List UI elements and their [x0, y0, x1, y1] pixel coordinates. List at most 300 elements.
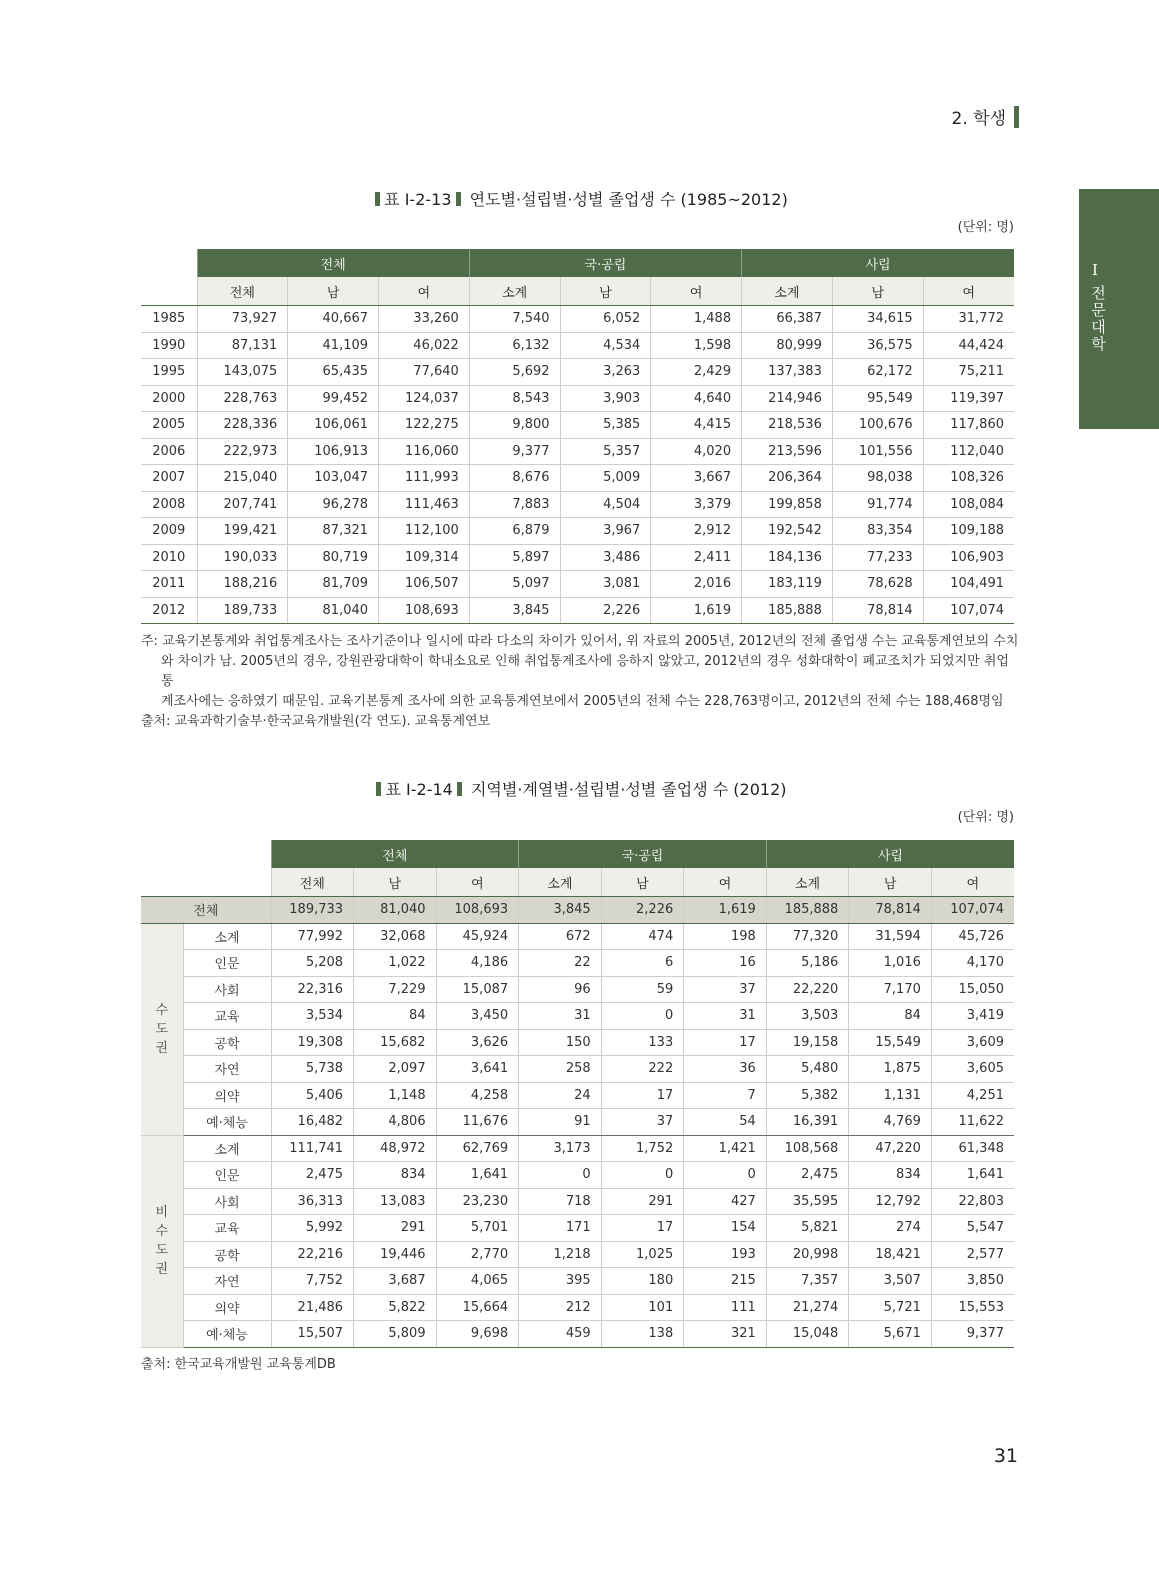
section-bar — [1014, 106, 1019, 128]
table-row — [141, 1109, 1014, 1136]
table-cell: 22 — [519, 950, 602, 977]
table-cell: 1,025 — [601, 1241, 684, 1268]
table-cell: 46,022 — [379, 332, 470, 359]
table-cell: 212 — [519, 1294, 602, 1321]
table-cell: 222 — [601, 1056, 684, 1083]
header-blank — [141, 277, 197, 306]
table-cell: 75,211 — [923, 359, 1014, 386]
table-cell: 36,313 — [271, 1188, 354, 1215]
table-cell: 108,693 — [379, 597, 470, 624]
table-cell: 13,083 — [354, 1188, 437, 1215]
table-cell: 8,676 — [469, 465, 560, 492]
table-cell: 96 — [519, 976, 602, 1003]
table-cell: 34,615 — [832, 306, 923, 333]
table-cell: 5,406 — [271, 1082, 354, 1109]
table-cell: 78,628 — [832, 571, 923, 598]
table-cell: 133 — [601, 1029, 684, 1056]
table-cell: 834 — [354, 1162, 437, 1189]
table-row — [141, 1294, 1014, 1321]
table-cell: 11,622 — [931, 1109, 1014, 1136]
table-row — [141, 465, 1014, 492]
table-cell: 9,800 — [469, 412, 560, 439]
table-cell: 5,822 — [354, 1294, 437, 1321]
chapter-side-tab — [1079, 189, 1159, 429]
table-cell: 395 — [519, 1268, 602, 1295]
table-cell: 3,263 — [560, 359, 651, 386]
table-cell: 3,641 — [436, 1056, 519, 1083]
table2-caption-number: Ⅰ-2-14 — [406, 780, 453, 799]
table-cell: 1,619 — [684, 897, 767, 924]
table-cell: 81,709 — [288, 571, 379, 598]
table-row — [141, 1082, 1014, 1109]
table-cell: 104,491 — [923, 571, 1014, 598]
table-row — [141, 1029, 1014, 1056]
table-cell: 0 — [684, 1162, 767, 1189]
table-cell: 11,676 — [436, 1109, 519, 1136]
table-cell: 3,379 — [651, 491, 742, 518]
table-cell: 59 — [601, 976, 684, 1003]
table-cell: 7,752 — [271, 1268, 354, 1295]
table-cell: 112,100 — [379, 518, 470, 545]
table-cell: 274 — [849, 1215, 932, 1242]
table2-unit: (단위: 명) — [957, 810, 1014, 825]
table-row — [141, 1162, 1014, 1189]
table-cell: 62,769 — [436, 1135, 519, 1162]
table-cell: 192,542 — [742, 518, 833, 545]
table-row — [141, 976, 1014, 1003]
table-cell: 2,226 — [560, 597, 651, 624]
table-cell: 5,701 — [436, 1215, 519, 1242]
column-header: 소계 — [742, 277, 833, 306]
table-cell: 7,883 — [469, 491, 560, 518]
table-cell: 2,429 — [651, 359, 742, 386]
note-line: 주: 교육기본통계와 취업통계조사는 조사기준이나 일시에 따라 다소의 차이가 있어서, 위 자료의 2005년, 2012년의 전체 졸업생 수는 교육통계연보의 수치 — [141, 634, 1019, 649]
table-cell: 215 — [684, 1268, 767, 1295]
table-cell: 3,626 — [436, 1029, 519, 1056]
table-cell: 22,316 — [271, 976, 354, 1003]
table-cell: 180 — [601, 1268, 684, 1295]
category-cell: 사회 — [183, 976, 271, 1003]
table-cell: 108,084 — [923, 491, 1014, 518]
table-cell: 101 — [601, 1294, 684, 1321]
table-cell: 117,860 — [923, 412, 1014, 439]
table-cell: 1,421 — [684, 1135, 767, 1162]
table-cell: 5,671 — [849, 1321, 932, 1348]
table-cell: 45,924 — [436, 923, 519, 950]
column-header: 소계 — [469, 277, 560, 306]
table-cell: 7,540 — [469, 306, 560, 333]
table-cell: 5,480 — [766, 1056, 849, 1083]
table-cell: 834 — [849, 1162, 932, 1189]
table-cell: 37 — [684, 976, 767, 1003]
table-cell: 3,503 — [766, 1003, 849, 1030]
chapter-label: 전문대학 — [1089, 285, 1107, 353]
table-cell: 4,640 — [651, 385, 742, 412]
region-label: 수도권 — [155, 1002, 169, 1056]
table-cell: 77,992 — [271, 923, 354, 950]
table-cell: 3,667 — [651, 465, 742, 492]
table-cell: 77,320 — [766, 923, 849, 950]
table-cell: 112,040 — [923, 438, 1014, 465]
table-cell: 48,972 — [354, 1135, 437, 1162]
table-cell: 3,419 — [931, 1003, 1014, 1030]
table-cell: 6,052 — [560, 306, 651, 333]
table-cell: 5,385 — [560, 412, 651, 439]
table-cell: 7 — [684, 1082, 767, 1109]
table-row — [141, 1321, 1014, 1348]
table-cell: 98,038 — [832, 465, 923, 492]
table-cell: 77,640 — [379, 359, 470, 386]
section-title: 2. 학생 — [951, 109, 1006, 129]
table-cell: 36,575 — [832, 332, 923, 359]
region-label: 비수도권 — [155, 1205, 169, 1277]
table-cell: 81,040 — [354, 897, 437, 924]
table-cell: 3,903 — [560, 385, 651, 412]
table2-caption-prefix: 표 — [385, 780, 401, 799]
table-cell: 4,504 — [560, 491, 651, 518]
table-cell: 206,364 — [742, 465, 833, 492]
table-cell: 77,233 — [832, 544, 923, 571]
table-cell: 9,377 — [931, 1321, 1014, 1348]
chapter-roman-numeral: I — [1092, 261, 1098, 279]
column-header: 남 — [288, 277, 379, 306]
table-cell: 5,821 — [766, 1215, 849, 1242]
table-cell: 4,186 — [436, 950, 519, 977]
table-cell: 31,772 — [923, 306, 1014, 333]
table-cell: 99,452 — [288, 385, 379, 412]
table-cell: 87,321 — [288, 518, 379, 545]
table-cell: 103,047 — [288, 465, 379, 492]
table-cell: 198 — [684, 923, 767, 950]
table-cell: 109,314 — [379, 544, 470, 571]
group-header: 사립 — [742, 249, 1014, 277]
table-cell: 108,568 — [766, 1135, 849, 1162]
table-cell: 218,536 — [742, 412, 833, 439]
table-cell: 2,226 — [601, 897, 684, 924]
table-cell: 3,687 — [354, 1268, 437, 1295]
table-cell: 91,774 — [832, 491, 923, 518]
table-cell: 124,037 — [379, 385, 470, 412]
table-cell: 7,170 — [849, 976, 932, 1003]
table-cell: 258 — [519, 1056, 602, 1083]
table-cell: 23,230 — [436, 1188, 519, 1215]
table-cell: 4,065 — [436, 1268, 519, 1295]
column-header: 소계 — [519, 868, 602, 897]
table-cell: 19,158 — [766, 1029, 849, 1056]
table-cell: 183,119 — [742, 571, 833, 598]
table1-caption-prefix: 표 — [384, 190, 400, 209]
table-cell: 47,220 — [849, 1135, 932, 1162]
table-cell: 459 — [519, 1321, 602, 1348]
table-cell: 4,415 — [651, 412, 742, 439]
table-row — [141, 518, 1014, 545]
table-cell: 36 — [684, 1056, 767, 1083]
table-cell: 171 — [519, 1215, 602, 1242]
table-cell: 213,596 — [742, 438, 833, 465]
table-cell: 5,208 — [271, 950, 354, 977]
table-cell: 111,993 — [379, 465, 470, 492]
year-cell: 1985 — [141, 306, 197, 333]
column-header: 전체 — [271, 868, 354, 897]
region-cell — [141, 1135, 183, 1347]
table-cell: 4,258 — [436, 1082, 519, 1109]
table-cell: 116,060 — [379, 438, 470, 465]
table-row — [141, 306, 1014, 333]
table-cell: 222,973 — [197, 438, 288, 465]
caption-marker — [456, 192, 461, 206]
table-cell: 4,806 — [354, 1109, 437, 1136]
category-cell: 예·체능 — [183, 1109, 271, 1136]
table2-source: 출처: 한국교육개발원 교육통계DB — [141, 1357, 336, 1372]
column-header: 남 — [832, 277, 923, 306]
table-cell: 54 — [684, 1109, 767, 1136]
table-cell: 3,967 — [560, 518, 651, 545]
table-cell: 33,260 — [379, 306, 470, 333]
table-cell: 2,475 — [766, 1162, 849, 1189]
table-cell: 107,074 — [923, 597, 1014, 624]
table-cell: 6 — [601, 950, 684, 977]
table-cell: 31 — [519, 1003, 602, 1030]
table-cell: 5,992 — [271, 1215, 354, 1242]
column-header: 소계 — [766, 868, 849, 897]
column-header: 여 — [684, 868, 767, 897]
table-cell: 1,148 — [354, 1082, 437, 1109]
table-cell: 3,605 — [931, 1056, 1014, 1083]
table-cell: 15,682 — [354, 1029, 437, 1056]
table-cell: 100,676 — [832, 412, 923, 439]
caption-marker — [457, 782, 462, 796]
table-cell: 111,741 — [271, 1135, 354, 1162]
table-cell: 19,308 — [271, 1029, 354, 1056]
category-cell: 사회 — [183, 1188, 271, 1215]
table-cell: 228,336 — [197, 412, 288, 439]
table-cell: 83,354 — [832, 518, 923, 545]
table-cell: 41,109 — [288, 332, 379, 359]
table-cell: 3,507 — [849, 1268, 932, 1295]
table-cell: 3,845 — [469, 597, 560, 624]
table-cell: 1,131 — [849, 1082, 932, 1109]
table-cell: 5,721 — [849, 1294, 932, 1321]
column-header: 여 — [436, 868, 519, 897]
table-cell: 193 — [684, 1241, 767, 1268]
table-cell: 22,216 — [271, 1241, 354, 1268]
table-cell: 190,033 — [197, 544, 288, 571]
table-row — [141, 923, 1014, 950]
table-cell: 15,664 — [436, 1294, 519, 1321]
table-cell: 7,229 — [354, 976, 437, 1003]
table1-caption-number: Ⅰ-2-13 — [404, 190, 452, 209]
column-header: 여 — [651, 277, 742, 306]
table-cell: 4,170 — [931, 950, 1014, 977]
table-cell: 2,912 — [651, 518, 742, 545]
table2 — [141, 840, 1014, 1348]
table-cell: 84 — [849, 1003, 932, 1030]
category-cell: 자연 — [183, 1056, 271, 1083]
table-cell: 20,998 — [766, 1241, 849, 1268]
table-cell: 2,097 — [354, 1056, 437, 1083]
table-cell: 188,216 — [197, 571, 288, 598]
table-cell: 291 — [354, 1215, 437, 1242]
table-cell: 21,486 — [271, 1294, 354, 1321]
table-cell: 1,488 — [651, 306, 742, 333]
year-cell: 2009 — [141, 518, 197, 545]
table-cell: 3,486 — [560, 544, 651, 571]
table-cell: 4,020 — [651, 438, 742, 465]
table-cell: 5,097 — [469, 571, 560, 598]
table-cell: 16,391 — [766, 1109, 849, 1136]
table-cell: 1,641 — [931, 1162, 1014, 1189]
table-cell: 18,421 — [849, 1241, 932, 1268]
table-cell: 106,903 — [923, 544, 1014, 571]
group-header: 전체 — [271, 840, 519, 868]
table-cell: 62,172 — [832, 359, 923, 386]
table-cell: 5,357 — [560, 438, 651, 465]
table-cell: 3,450 — [436, 1003, 519, 1030]
table-cell: 3,850 — [931, 1268, 1014, 1295]
table-cell: 111,463 — [379, 491, 470, 518]
group-header: 사립 — [766, 840, 1014, 868]
header-blank — [141, 249, 197, 277]
table-cell: 207,741 — [197, 491, 288, 518]
table-cell: 189,733 — [197, 597, 288, 624]
group-header: 국·공립 — [519, 840, 767, 868]
table-cell: 73,927 — [197, 306, 288, 333]
table-cell: 5,547 — [931, 1215, 1014, 1242]
category-cell: 자연 — [183, 1268, 271, 1295]
table-cell: 185,888 — [766, 897, 849, 924]
table-cell: 185,888 — [742, 597, 833, 624]
table-cell: 16,482 — [271, 1109, 354, 1136]
table1-unit: (단위: 명) — [957, 220, 1014, 235]
table-cell: 214,946 — [742, 385, 833, 412]
table-cell: 321 — [684, 1321, 767, 1348]
category-cell: 소계 — [183, 923, 271, 950]
table-cell: 80,999 — [742, 332, 833, 359]
table-cell: 80,719 — [288, 544, 379, 571]
category-cell: 공학 — [183, 1241, 271, 1268]
table-cell: 1,752 — [601, 1135, 684, 1162]
table-cell: 5,897 — [469, 544, 560, 571]
table-cell: 2,770 — [436, 1241, 519, 1268]
table-cell: 111 — [684, 1294, 767, 1321]
table-cell: 2,577 — [931, 1241, 1014, 1268]
table-cell: 1,016 — [849, 950, 932, 977]
table-cell: 138 — [601, 1321, 684, 1348]
table-cell: 228,763 — [197, 385, 288, 412]
table-cell: 189,733 — [271, 897, 354, 924]
column-header: 남 — [354, 868, 437, 897]
table-cell: 66,387 — [742, 306, 833, 333]
table-cell: 78,814 — [832, 597, 923, 624]
table-row — [141, 1056, 1014, 1083]
table-row — [141, 412, 1014, 439]
table-cell: 474 — [601, 923, 684, 950]
table-cell: 3,845 — [519, 897, 602, 924]
table-row — [141, 491, 1014, 518]
table-cell: 5,009 — [560, 465, 651, 492]
note-line: 와 차이가 남. 2005년의 경우, 강원관광대학이 학내소요로 인해 취업통계조사에 응하지 않았고, 2012년의 경우 성화대학이 폐교조치가 되었지만 취업통 — [161, 654, 1009, 689]
year-cell: 2006 — [141, 438, 197, 465]
category-cell: 인문 — [183, 1162, 271, 1189]
table1 — [141, 249, 1014, 624]
table-cell: 91 — [519, 1109, 602, 1136]
table-cell: 3,609 — [931, 1029, 1014, 1056]
table-cell: 106,061 — [288, 412, 379, 439]
category-cell: 의약 — [183, 1082, 271, 1109]
column-header: 여 — [923, 277, 1014, 306]
table-cell: 65,435 — [288, 359, 379, 386]
column-header: 전체 — [197, 277, 288, 306]
table-cell: 95,549 — [832, 385, 923, 412]
table-cell: 3,534 — [271, 1003, 354, 1030]
table-row — [141, 1268, 1014, 1295]
table-cell: 0 — [519, 1162, 602, 1189]
caption-marker — [375, 192, 380, 206]
table-cell: 21,274 — [766, 1294, 849, 1321]
table-cell: 31,594 — [849, 923, 932, 950]
table-cell: 16 — [684, 950, 767, 977]
header-blank — [141, 840, 271, 868]
table-cell: 137,383 — [742, 359, 833, 386]
table-cell: 9,377 — [469, 438, 560, 465]
table1-notes — [141, 632, 1021, 732]
table-cell: 9,698 — [436, 1321, 519, 1348]
table-cell: 108,326 — [923, 465, 1014, 492]
table-cell: 199,858 — [742, 491, 833, 518]
column-header: 여 — [931, 868, 1014, 897]
table-cell: 12,792 — [849, 1188, 932, 1215]
table-cell: 5,186 — [766, 950, 849, 977]
group-header: 전체 — [197, 249, 469, 277]
table-cell: 6,879 — [469, 518, 560, 545]
table1-caption-title: 연도별·설립별·성별 졸업생 수 (1985~2012) — [469, 190, 788, 209]
table-cell: 5,738 — [271, 1056, 354, 1083]
table-cell: 96,278 — [288, 491, 379, 518]
table-cell: 672 — [519, 923, 602, 950]
column-header: 남 — [849, 868, 932, 897]
year-cell: 2007 — [141, 465, 197, 492]
table-cell: 106,913 — [288, 438, 379, 465]
year-cell: 2011 — [141, 571, 197, 598]
year-cell: 1995 — [141, 359, 197, 386]
table-cell: 4,251 — [931, 1082, 1014, 1109]
category-cell: 교육 — [183, 1003, 271, 1030]
category-cell: 공학 — [183, 1029, 271, 1056]
category-cell: 소계 — [183, 1135, 271, 1162]
table-cell: 1,022 — [354, 950, 437, 977]
table-cell: 15,553 — [931, 1294, 1014, 1321]
caption-marker — [376, 782, 381, 796]
table-cell: 87,131 — [197, 332, 288, 359]
table-cell: 109,188 — [923, 518, 1014, 545]
table2-caption-title: 지역별·계열별·설립별·성별 졸업생 수 (2012) — [470, 780, 787, 799]
column-header: 남 — [601, 868, 684, 897]
category-cell: 인문 — [183, 950, 271, 977]
table-cell: 19,446 — [354, 1241, 437, 1268]
table-cell: 4,534 — [560, 332, 651, 359]
table-cell: 2,475 — [271, 1162, 354, 1189]
table-row — [141, 1215, 1014, 1242]
table-cell: 718 — [519, 1188, 602, 1215]
note-line: 계조사에는 응하였기 때문임. 교육기본통계 조사에 의한 교육통계연보에서 2005년의 전체 수는 228,763명이고, 2012년의 전체 수는 188,468명임 — [161, 694, 1004, 709]
page-number: 31 — [993, 1445, 1018, 1467]
table-cell: 1,641 — [436, 1162, 519, 1189]
table-cell: 101,556 — [832, 438, 923, 465]
table-cell: 1,875 — [849, 1056, 932, 1083]
table-cell: 15,507 — [271, 1321, 354, 1348]
table-cell: 291 — [601, 1188, 684, 1215]
table-cell: 37 — [601, 1109, 684, 1136]
